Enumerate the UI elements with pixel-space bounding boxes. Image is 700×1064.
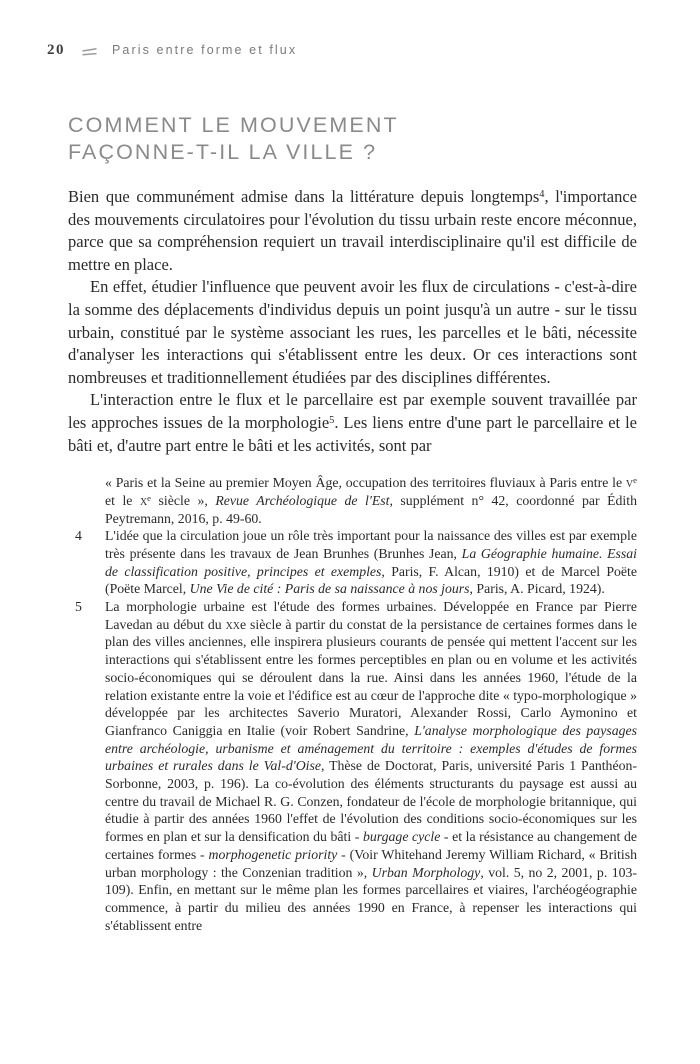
footnote-text: L'idée que la circulation joue un rôle très important pour la naissance des villes est par exemple très présente dans les travaux de Jean Brunhes (Brunhes Jean, La Géographie humaine. Essai de classification positive, principes et exemples, Paris, F. Alcan, 1910) et de Marcel Poëte (Poëte Marcel, Une Vie de cité : Paris de sa naissance à nos jours, Paris, A. Picard, 1924). [105, 528, 638, 597]
footnote-text: La morphologie urbaine est l'étude des formes urbaines. Développée en France par Pierre Lavedan au début du xxe siècle à partir du constat de la persistance de certaines formes dans le plan des villes anciennes, elle inspirera plusieurs courants de pensée qui mettent l'accent sur les interactions qui s'établissent entre les formes perceptibles en plan ou en volume et les activités socio-économiques qui se déroulent dans la rue. Ainsi dans les années 1960, l'étude de la relation existante entre la voie et l'édifice est au cœur de l'approche dite « typo-morphologique » développée par les architectes Saverio Muratori, Alexander Rossi, Carlo Aymonino et Gianfranco Caniggia en Italie (voir Robert Sandrine, L'analyse morphologique des paysages entre archéologie, urbanisme et aménagement du territoire : exemples d'études de formes urbaines et rurales dans le Val-d'Oise, Thèse de Doctorat, Paris, université Paris 1 Panthéon-Sorbonne, 2003, p. 196). La co-évolution des éléments structurants du paysage est aussi au centre du travail de Michael R. G. Conzen, fondateur de l'école de morphologie britannique, qui étudie à partir des années 1960 l'effet de l'évolution des conditions socio-économiques sur les formes en plan et sur la densification du bâti - burgage cycle - et la résistance au changement de certaines formes - morphogenetic priority - (Voir Whitehand Jeremy William Richard, « British urban morphology : the Conzenian tradition », Urban Morphology, vol. 5, no 2, 2001, p. 103-109). Enfin, en mettant sur le même plan les formes parcellaires et viaires, l'archéogéographie commence, à partir du milieu des années 1990 en France, à repenser les interactions qui s'établissent entre [105, 599, 638, 933]
footnote-row [68, 474, 637, 527]
chapter-title-line1: COMMENT LE MOUVEMENT [68, 113, 399, 137]
body-text [68, 186, 637, 457]
paragraph: Bien que communément admise dans la littérature depuis longtemps$^4$, l'importance des mouvements circulatoires pour l'évolution du tissu urbain reste encore méconnue, parce que sa compréhension requiert un travail interdisciplinaire qu'il est difficile de mettre en place. [68, 187, 638, 274]
running-title: Paris entre forme et flux [112, 43, 298, 57]
footnote-row [68, 598, 637, 934]
paragraph: En effet, étudier l'influence que peuvent avoir les flux de circulations - c'est-à-dire la somme des déplacements d'individus depuis un point jusqu'à un autre - sur le tissu urbain, constitué par le système associant les rues, les parcelles et le bâti, nécessite d'analyser les interactions qui s'établissent entre les deux. Or ces interactions sont nombreuses et traditionnellement étudiées par des disciplines différentes. [68, 277, 637, 387]
section-marker-icon [81, 45, 98, 58]
footnote-row [68, 527, 637, 598]
chapter-title-line2: FAÇONNE-T-IL LA VILLE ? [68, 140, 378, 164]
paragraph: L'interaction entre le flux et le parcellaire est par exemple souvent travaillée par les approches issues de la morphologie$^5$. Les liens entre d'une part le parcellaire et le bâti et, d'autre part entre le bâti et les activités, sont par [68, 390, 637, 455]
page-header [47, 40, 637, 60]
footnote-number: 4 [75, 528, 82, 544]
page-number: 20 [47, 41, 65, 58]
chapter-title [68, 112, 637, 166]
footnote-text: « Paris et la Seine au premier Moyen Âge, occupation des territoires fluviaux à Paris entre le $v^e$ et le $x^e$ siècle », Revue Archéologique de l'Est, supplément n° 42, coordonné par Édith Peytremann, 2016, p. 49-60. [105, 475, 637, 526]
footnotes-section [68, 474, 637, 934]
footnote-number: 5 [75, 599, 82, 615]
